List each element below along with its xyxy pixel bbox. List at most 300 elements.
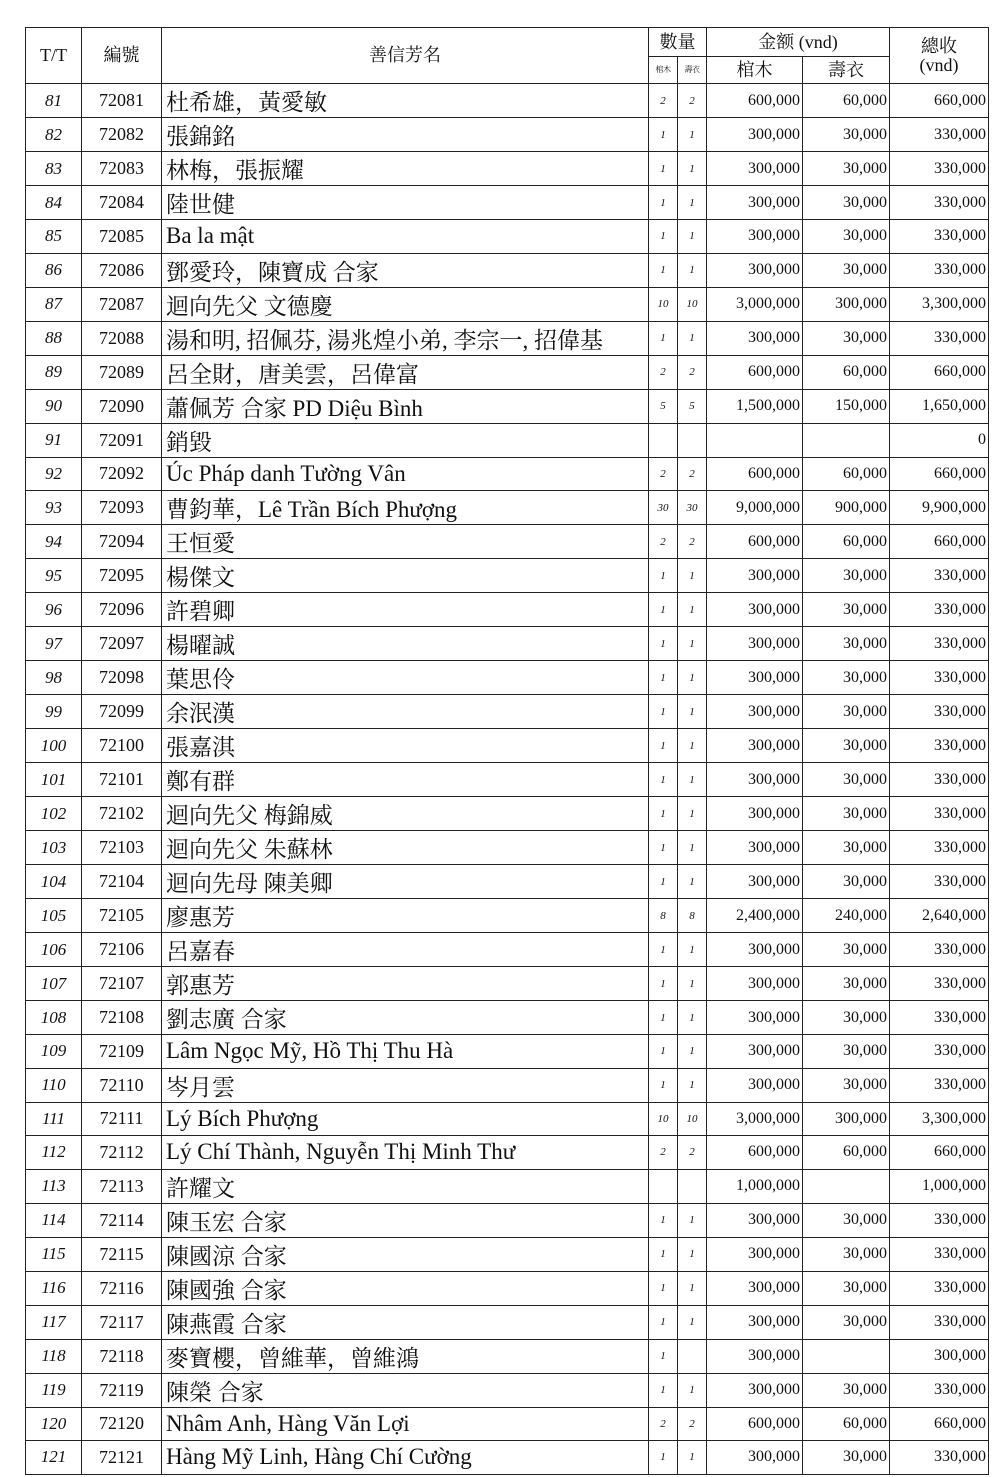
table-row — [26, 627, 989, 661]
table-row — [26, 1305, 989, 1339]
amount-coffin-cell: 3,000,000 — [707, 1102, 803, 1136]
row-number-cell: 115 — [26, 1237, 82, 1271]
amount-coffin-cell: 300,000 — [707, 186, 803, 220]
table-row — [26, 1339, 989, 1373]
donor-name-cell: 陳玉宏 合家 — [162, 1203, 649, 1237]
amount-total-cell: 330,000 — [890, 967, 989, 1001]
amount-shroud-cell: 240,000 — [803, 899, 890, 933]
amount-shroud-cell — [803, 423, 890, 457]
amount-total-cell: 3,300,000 — [890, 287, 989, 321]
donor-code-cell: 72114 — [82, 1203, 162, 1237]
table-row — [26, 729, 989, 763]
qty-shroud-cell: 1 — [678, 1035, 707, 1069]
amount-shroud-cell: 30,000 — [803, 220, 890, 254]
amount-coffin-cell: 300,000 — [707, 1203, 803, 1237]
amount-shroud-cell: 30,000 — [803, 559, 890, 593]
table-row — [26, 1373, 989, 1407]
amount-total-cell: 330,000 — [890, 1203, 989, 1237]
qty-coffin-cell: 2 — [649, 355, 678, 389]
amount-shroud-cell: 30,000 — [803, 661, 890, 695]
qty-shroud-cell: 2 — [678, 355, 707, 389]
amount-total-cell: 330,000 — [890, 1001, 989, 1035]
amount-total-cell: 330,000 — [890, 1068, 989, 1102]
donor-name-cell: 岑月雲 — [162, 1068, 649, 1102]
amount-total-cell: 330,000 — [890, 831, 989, 865]
qty-coffin-cell: 1 — [649, 831, 678, 865]
row-number-cell: 112 — [26, 1136, 82, 1170]
amount-shroud-cell: 60,000 — [803, 1136, 890, 1170]
qty-shroud-cell: 2 — [678, 525, 707, 559]
row-number-cell: 104 — [26, 865, 82, 899]
row-number-cell: 84 — [26, 186, 82, 220]
donor-name-cell: 杜希雄，黃愛敏 — [162, 84, 649, 118]
donor-code-cell: 72095 — [82, 559, 162, 593]
header-total — [890, 28, 989, 84]
qty-shroud-cell: 1 — [678, 695, 707, 729]
donor-code-cell: 72092 — [82, 457, 162, 491]
amount-shroud-cell: 30,000 — [803, 797, 890, 831]
amount-coffin-cell: 300,000 — [707, 1441, 803, 1475]
amount-shroud-cell: 900,000 — [803, 491, 890, 525]
row-number-cell: 99 — [26, 695, 82, 729]
donor-name-cell: 許碧卿 — [162, 593, 649, 627]
amount-shroud-cell: 60,000 — [803, 1407, 890, 1441]
table-row — [26, 423, 989, 457]
amount-total-cell: 330,000 — [890, 1373, 989, 1407]
qty-coffin-cell: 1 — [649, 1305, 678, 1339]
qty-shroud-cell: 1 — [678, 118, 707, 152]
amount-coffin-cell — [707, 423, 803, 457]
qty-shroud-cell: 1 — [678, 559, 707, 593]
qty-shroud-cell: 1 — [678, 1237, 707, 1271]
amount-total-cell: 330,000 — [890, 729, 989, 763]
amount-total-cell: 330,000 — [890, 559, 989, 593]
table-row — [26, 559, 989, 593]
amount-coffin-cell: 300,000 — [707, 220, 803, 254]
header-amount-shroud: 壽衣 — [803, 57, 890, 84]
donor-code-cell: 72101 — [82, 763, 162, 797]
qty-shroud-cell: 2 — [678, 457, 707, 491]
donor-code-cell: 72084 — [82, 186, 162, 220]
header-total-unit: (vnd) — [919, 54, 959, 75]
row-number-cell: 89 — [26, 355, 82, 389]
row-number-cell: 102 — [26, 797, 82, 831]
amount-shroud-cell: 30,000 — [803, 1035, 890, 1069]
amount-total-cell: 330,000 — [890, 695, 989, 729]
amount-coffin-cell: 300,000 — [707, 321, 803, 355]
header-name: 善信芳名 — [162, 28, 649, 84]
donor-name-cell: 楊曜誠 — [162, 627, 649, 661]
donor-name-cell: 葉思伶 — [162, 661, 649, 695]
donor-name-cell: Lý Bích Phượng — [162, 1102, 649, 1136]
amount-coffin-cell: 600,000 — [707, 1136, 803, 1170]
table-row — [26, 355, 989, 389]
row-number-cell: 101 — [26, 763, 82, 797]
donor-name-cell: 迴向先父 文德慶 — [162, 287, 649, 321]
qty-coffin-cell: 1 — [649, 220, 678, 254]
amount-shroud-cell: 30,000 — [803, 1271, 890, 1305]
amount-total-cell: 2,640,000 — [890, 899, 989, 933]
donor-name-cell: 迴向先母 陳美卿 — [162, 865, 649, 899]
qty-coffin-cell — [649, 1169, 678, 1203]
table-row — [26, 1035, 989, 1069]
qty-shroud-cell: 2 — [678, 1407, 707, 1441]
row-number-cell: 103 — [26, 831, 82, 865]
row-number-cell: 118 — [26, 1339, 82, 1373]
row-number-cell: 83 — [26, 152, 82, 186]
qty-coffin-cell: 5 — [649, 389, 678, 423]
qty-coffin-cell: 1 — [649, 627, 678, 661]
donor-name-cell: 湯和明, 招佩芬, 湯兆煌小弟, 李宗一, 招偉基 — [162, 321, 649, 355]
table-row — [26, 1136, 989, 1170]
qty-shroud-cell: 8 — [678, 899, 707, 933]
donor-name-cell: Hàng Mỹ Linh, Hàng Chí Cường — [162, 1441, 649, 1475]
qty-shroud-cell: 30 — [678, 491, 707, 525]
donor-name-cell: Ba la mật — [162, 220, 649, 254]
donor-code-cell: 72083 — [82, 152, 162, 186]
table-row — [26, 763, 989, 797]
qty-coffin-cell: 1 — [649, 152, 678, 186]
table-row — [26, 1237, 989, 1271]
table-row — [26, 1203, 989, 1237]
donor-name-cell: 楊傑文 — [162, 559, 649, 593]
row-number-cell: 94 — [26, 525, 82, 559]
donor-code-cell: 72102 — [82, 797, 162, 831]
amount-total-cell: 330,000 — [890, 1305, 989, 1339]
amount-total-cell: 330,000 — [890, 1271, 989, 1305]
donor-name-cell: 陳榮 合家 — [162, 1373, 649, 1407]
amount-shroud-cell: 60,000 — [803, 84, 890, 118]
amount-shroud-cell: 30,000 — [803, 186, 890, 220]
amount-coffin-cell: 600,000 — [707, 525, 803, 559]
donor-name-cell: 王恒愛 — [162, 525, 649, 559]
amount-shroud-cell: 30,000 — [803, 593, 890, 627]
qty-shroud-cell: 10 — [678, 287, 707, 321]
amount-total-cell: 660,000 — [890, 457, 989, 491]
donor-code-cell: 72100 — [82, 729, 162, 763]
header-quantity: 數量 — [649, 28, 707, 57]
amount-shroud-cell: 30,000 — [803, 152, 890, 186]
donor-name-cell: 迴向先父 朱蘇林 — [162, 831, 649, 865]
row-number-cell: 91 — [26, 423, 82, 457]
amount-shroud-cell: 30,000 — [803, 763, 890, 797]
qty-coffin-cell: 1 — [649, 729, 678, 763]
amount-shroud-cell: 300,000 — [803, 287, 890, 321]
table-row — [26, 831, 989, 865]
table-row — [26, 152, 989, 186]
amount-coffin-cell: 300,000 — [707, 865, 803, 899]
amount-coffin-cell: 300,000 — [707, 1035, 803, 1069]
row-number-cell: 105 — [26, 899, 82, 933]
row-number-cell: 116 — [26, 1271, 82, 1305]
donor-name-cell: 許耀文 — [162, 1169, 649, 1203]
amount-coffin-cell: 300,000 — [707, 967, 803, 1001]
qty-shroud-cell: 1 — [678, 627, 707, 661]
table-row — [26, 253, 989, 287]
amount-shroud-cell: 30,000 — [803, 865, 890, 899]
donor-code-cell: 72110 — [82, 1068, 162, 1102]
qty-shroud-cell: 1 — [678, 1271, 707, 1305]
amount-coffin-cell: 300,000 — [707, 1001, 803, 1035]
table-row — [26, 865, 989, 899]
donor-name-cell: 廖惠芳 — [162, 899, 649, 933]
amount-shroud-cell: 300,000 — [803, 1102, 890, 1136]
donor-code-cell: 72118 — [82, 1339, 162, 1373]
qty-shroud-cell: 1 — [678, 186, 707, 220]
donor-name-cell: Lý Chí Thành, Nguyễn Thị Minh Thư — [162, 1136, 649, 1170]
qty-shroud-cell: 1 — [678, 593, 707, 627]
donor-code-cell: 72094 — [82, 525, 162, 559]
donor-name-cell: 張嘉淇 — [162, 729, 649, 763]
donor-name-cell: 呂嘉春 — [162, 933, 649, 967]
row-number-cell: 97 — [26, 627, 82, 661]
donor-name-cell: 麥寶櫻，曾維華，曾維鴻 — [162, 1339, 649, 1373]
table-row — [26, 797, 989, 831]
amount-total-cell: 330,000 — [890, 593, 989, 627]
table-row — [26, 1001, 989, 1035]
table-row — [26, 220, 989, 254]
qty-coffin-cell: 1 — [649, 763, 678, 797]
qty-coffin-cell: 1 — [649, 1237, 678, 1271]
qty-coffin-cell: 2 — [649, 525, 678, 559]
donor-code-cell: 72086 — [82, 253, 162, 287]
qty-coffin-cell: 30 — [649, 491, 678, 525]
qty-shroud-cell: 1 — [678, 1441, 707, 1475]
amount-total-cell: 0 — [890, 423, 989, 457]
qty-shroud-cell: 1 — [678, 865, 707, 899]
donor-code-cell: 72117 — [82, 1305, 162, 1339]
header-qty-coffin: 棺木 — [649, 57, 678, 84]
donor-name-cell: 曹鈞華，Lê Trần Bích Phượng — [162, 491, 649, 525]
donor-code-cell: 72107 — [82, 967, 162, 1001]
donor-name-cell: 鄭有群 — [162, 763, 649, 797]
qty-coffin-cell: 1 — [649, 797, 678, 831]
donor-code-cell: 72108 — [82, 1001, 162, 1035]
donation-table — [25, 27, 989, 1475]
amount-total-cell: 300,000 — [890, 1339, 989, 1373]
table-row — [26, 1271, 989, 1305]
header-amount: 金额 (vnd) — [707, 28, 890, 57]
table-row — [26, 1068, 989, 1102]
table-row — [26, 933, 989, 967]
amount-total-cell: 330,000 — [890, 1441, 989, 1475]
amount-coffin-cell: 300,000 — [707, 695, 803, 729]
qty-shroud-cell: 1 — [678, 661, 707, 695]
amount-coffin-cell: 300,000 — [707, 152, 803, 186]
donor-code-cell: 72088 — [82, 321, 162, 355]
qty-coffin-cell: 1 — [649, 1373, 678, 1407]
donor-name-cell: 陸世健 — [162, 186, 649, 220]
table-row — [26, 593, 989, 627]
amount-total-cell: 330,000 — [890, 186, 989, 220]
row-number-cell: 96 — [26, 593, 82, 627]
amount-total-cell: 1,650,000 — [890, 389, 989, 423]
donor-name-cell: 劉志廣 合家 — [162, 1001, 649, 1035]
qty-coffin-cell: 1 — [649, 1068, 678, 1102]
qty-shroud-cell: 1 — [678, 253, 707, 287]
qty-coffin-cell: 1 — [649, 186, 678, 220]
amount-shroud-cell: 30,000 — [803, 118, 890, 152]
row-number-cell: 81 — [26, 84, 82, 118]
donor-code-cell: 72082 — [82, 118, 162, 152]
amount-coffin-cell: 300,000 — [707, 661, 803, 695]
row-number-cell: 92 — [26, 457, 82, 491]
amount-coffin-cell: 9,000,000 — [707, 491, 803, 525]
row-number-cell: 110 — [26, 1068, 82, 1102]
amount-shroud-cell: 30,000 — [803, 1001, 890, 1035]
qty-shroud-cell: 1 — [678, 152, 707, 186]
amount-coffin-cell: 300,000 — [707, 729, 803, 763]
donor-code-cell: 72090 — [82, 389, 162, 423]
qty-coffin-cell: 1 — [649, 695, 678, 729]
donor-name-cell: 林梅，張振耀 — [162, 152, 649, 186]
header-amount-coffin: 棺木 — [707, 57, 803, 84]
amount-coffin-cell: 600,000 — [707, 84, 803, 118]
qty-shroud-cell: 1 — [678, 831, 707, 865]
row-number-cell: 100 — [26, 729, 82, 763]
row-number-cell: 82 — [26, 118, 82, 152]
qty-coffin-cell: 1 — [649, 593, 678, 627]
qty-shroud-cell: 1 — [678, 967, 707, 1001]
donor-name-cell: 陳國涼 合家 — [162, 1237, 649, 1271]
donor-code-cell: 72081 — [82, 84, 162, 118]
header-code: 編號 — [82, 28, 162, 84]
qty-shroud-cell: 10 — [678, 1102, 707, 1136]
table-row — [26, 525, 989, 559]
qty-coffin-cell: 2 — [649, 1136, 678, 1170]
qty-shroud-cell — [678, 423, 707, 457]
donor-name-cell: 銷毀 — [162, 423, 649, 457]
qty-coffin-cell: 8 — [649, 899, 678, 933]
qty-coffin-cell: 1 — [649, 1271, 678, 1305]
qty-coffin-cell: 1 — [649, 865, 678, 899]
qty-shroud-cell — [678, 1339, 707, 1373]
row-number-cell: 113 — [26, 1169, 82, 1203]
qty-shroud-cell: 1 — [678, 763, 707, 797]
donor-name-cell: 郭惠芳 — [162, 967, 649, 1001]
amount-total-cell: 330,000 — [890, 661, 989, 695]
qty-coffin-cell: 1 — [649, 1339, 678, 1373]
amount-shroud-cell — [803, 1339, 890, 1373]
row-number-cell: 106 — [26, 933, 82, 967]
donor-code-cell: 72091 — [82, 423, 162, 457]
amount-coffin-cell: 600,000 — [707, 1407, 803, 1441]
donor-code-cell: 72089 — [82, 355, 162, 389]
amount-total-cell: 3,300,000 — [890, 1102, 989, 1136]
row-number-cell: 87 — [26, 287, 82, 321]
amount-coffin-cell: 300,000 — [707, 763, 803, 797]
qty-coffin-cell: 1 — [649, 321, 678, 355]
qty-shroud-cell — [678, 1169, 707, 1203]
row-number-cell: 108 — [26, 1001, 82, 1035]
donor-code-cell: 72097 — [82, 627, 162, 661]
donor-name-cell: 迴向先父 梅錦威 — [162, 797, 649, 831]
amount-shroud-cell: 30,000 — [803, 1373, 890, 1407]
amount-total-cell: 330,000 — [890, 1035, 989, 1069]
amount-shroud-cell — [803, 1169, 890, 1203]
table-row — [26, 1169, 989, 1203]
amount-coffin-cell: 3,000,000 — [707, 287, 803, 321]
table-row — [26, 1441, 989, 1475]
donor-name-cell: 余泯漢 — [162, 695, 649, 729]
amount-coffin-cell: 600,000 — [707, 355, 803, 389]
amount-shroud-cell: 30,000 — [803, 1068, 890, 1102]
amount-shroud-cell: 30,000 — [803, 1237, 890, 1271]
table-row — [26, 84, 989, 118]
donor-code-cell: 72120 — [82, 1407, 162, 1441]
qty-shroud-cell: 1 — [678, 729, 707, 763]
table-row — [26, 186, 989, 220]
amount-total-cell: 330,000 — [890, 627, 989, 661]
table-row — [26, 661, 989, 695]
amount-total-cell: 1,000,000 — [890, 1169, 989, 1203]
donor-name-cell: 鄧愛玲，陳寶成 合家 — [162, 253, 649, 287]
donor-name-cell: Lâm Ngọc Mỹ, Hồ Thị Thu Hà — [162, 1035, 649, 1069]
qty-shroud-cell: 1 — [678, 1305, 707, 1339]
donor-code-cell: 72115 — [82, 1237, 162, 1271]
amount-coffin-cell: 300,000 — [707, 559, 803, 593]
amount-coffin-cell: 300,000 — [707, 1237, 803, 1271]
table-row — [26, 321, 989, 355]
donor-code-cell: 72085 — [82, 220, 162, 254]
qty-coffin-cell: 2 — [649, 457, 678, 491]
qty-shroud-cell: 1 — [678, 933, 707, 967]
qty-coffin-cell: 1 — [649, 967, 678, 1001]
donor-code-cell: 72111 — [82, 1102, 162, 1136]
table-row — [26, 899, 989, 933]
amount-coffin-cell: 300,000 — [707, 1339, 803, 1373]
row-number-cell: 119 — [26, 1373, 82, 1407]
donor-code-cell: 72104 — [82, 865, 162, 899]
qty-coffin-cell: 1 — [649, 1001, 678, 1035]
table-header — [26, 28, 989, 84]
amount-shroud-cell: 150,000 — [803, 389, 890, 423]
qty-shroud-cell: 2 — [678, 84, 707, 118]
donor-name-cell: 蕭佩芳 合家 PD Diệu Bình — [162, 389, 649, 423]
amount-total-cell: 330,000 — [890, 797, 989, 831]
qty-coffin-cell: 1 — [649, 118, 678, 152]
qty-coffin-cell: 1 — [649, 1441, 678, 1475]
donor-name-cell: 呂全財，唐美雲，呂偉富 — [162, 355, 649, 389]
amount-coffin-cell: 2,400,000 — [707, 899, 803, 933]
amount-coffin-cell: 600,000 — [707, 457, 803, 491]
amount-shroud-cell: 30,000 — [803, 729, 890, 763]
qty-coffin-cell: 2 — [649, 1407, 678, 1441]
donor-code-cell: 72106 — [82, 933, 162, 967]
amount-shroud-cell: 60,000 — [803, 525, 890, 559]
amount-shroud-cell: 30,000 — [803, 1305, 890, 1339]
donor-name-cell: 陳國強 合家 — [162, 1271, 649, 1305]
amount-shroud-cell: 30,000 — [803, 967, 890, 1001]
amount-total-cell: 330,000 — [890, 763, 989, 797]
donor-code-cell: 72116 — [82, 1271, 162, 1305]
amount-coffin-cell: 300,000 — [707, 593, 803, 627]
qty-shroud-cell: 1 — [678, 1203, 707, 1237]
qty-coffin-cell: 1 — [649, 1203, 678, 1237]
amount-total-cell: 330,000 — [890, 220, 989, 254]
row-number-cell: 88 — [26, 321, 82, 355]
amount-shroud-cell: 30,000 — [803, 321, 890, 355]
row-number-cell: 114 — [26, 1203, 82, 1237]
qty-coffin-cell: 1 — [649, 1035, 678, 1069]
qty-shroud-cell: 1 — [678, 797, 707, 831]
table-row — [26, 1102, 989, 1136]
table-row — [26, 389, 989, 423]
amount-coffin-cell: 300,000 — [707, 118, 803, 152]
amount-total-cell: 660,000 — [890, 525, 989, 559]
table-body — [26, 84, 989, 1475]
qty-shroud-cell: 1 — [678, 1373, 707, 1407]
